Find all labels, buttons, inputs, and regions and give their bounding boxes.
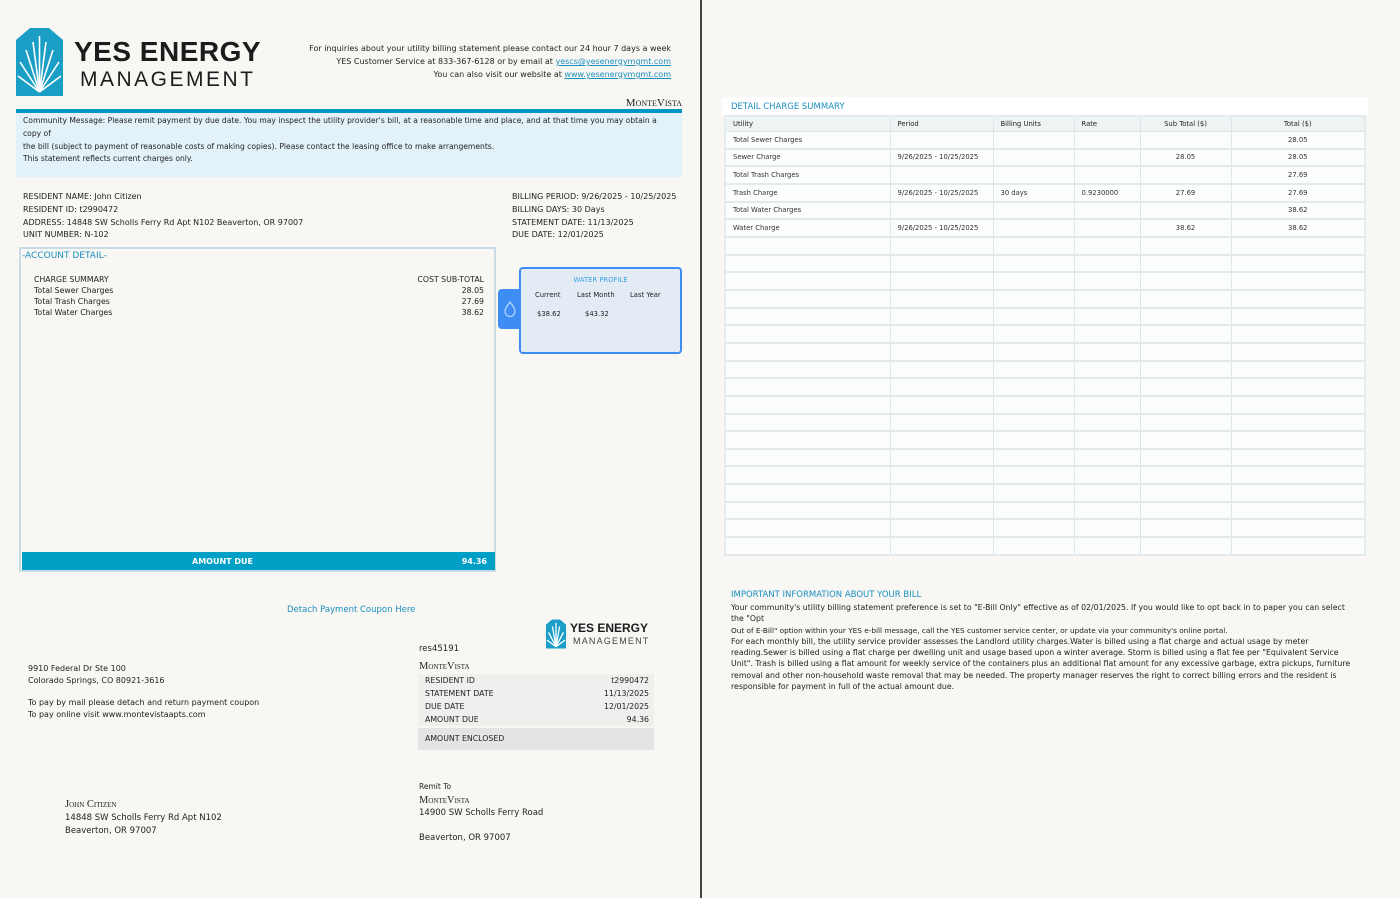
detach-coupon-label: Detach Payment Coupon Here xyxy=(287,605,416,615)
cell-empty xyxy=(890,325,993,343)
cell-empty xyxy=(725,537,890,555)
cell-empty xyxy=(993,361,1074,379)
important-info-body xyxy=(731,602,1359,692)
cell-empty xyxy=(890,484,993,502)
cell-empty xyxy=(1231,484,1365,502)
wp-value-last-month: $43.32 xyxy=(585,310,609,318)
cell-empty xyxy=(890,272,993,290)
cell-empty xyxy=(725,361,890,379)
wp-header-current: Current xyxy=(535,291,561,299)
website-link[interactable]: www.yesenergymgmt.com xyxy=(564,70,671,79)
col-period: Period xyxy=(890,116,993,131)
cell-empty xyxy=(1140,255,1231,273)
cost-subtotal-label: COST SUB-TOTAL xyxy=(417,275,484,284)
cell-empty xyxy=(890,378,993,396)
cell-empty xyxy=(1231,502,1365,520)
table-row-empty xyxy=(725,396,1365,414)
billing-period: BILLING PERIOD: 9/26/2025 - 10/25/2025 xyxy=(512,192,677,201)
cell-rate xyxy=(1074,131,1140,149)
table-row-empty xyxy=(725,308,1365,326)
yes-energy-logo-small xyxy=(546,617,656,653)
recipient-address xyxy=(65,798,222,839)
cell-empty xyxy=(1074,449,1140,467)
detail-charge-summary-title: DETAIL CHARGE SUMMARY xyxy=(731,102,845,112)
cell-empty xyxy=(1231,519,1365,537)
yes-energy-logo xyxy=(16,28,266,96)
resident-address: ADDRESS: 14848 SW Scholls Ferry Rd Apt N102 Beaverton, OR 97007 xyxy=(23,217,304,227)
brand-name-line2: MANAGEMENT xyxy=(80,68,256,91)
coupon-property-name: MonteVista xyxy=(419,661,470,672)
unit-number: UNIT NUMBER: N-102 xyxy=(23,230,109,240)
cell-empty xyxy=(1231,396,1365,414)
coupon-row-value: 11/13/2025 xyxy=(604,689,649,698)
cell-empty xyxy=(725,449,890,467)
cell-empty xyxy=(1231,272,1365,290)
cell-empty xyxy=(1231,343,1365,361)
cell-empty xyxy=(993,308,1074,326)
cell-empty xyxy=(890,255,993,273)
table-row-empty xyxy=(725,449,1365,467)
property-name: MonteVista xyxy=(625,97,682,109)
cell-rate xyxy=(1074,202,1140,220)
coupon-row-value: 12/01/2025 xyxy=(604,702,649,711)
cell-empty xyxy=(1074,237,1140,255)
cell-empty xyxy=(1074,519,1140,537)
cell-empty xyxy=(1140,290,1231,308)
table-row xyxy=(725,131,1365,149)
cell-period xyxy=(890,166,993,184)
cell-empty xyxy=(725,378,890,396)
cell-empty xyxy=(993,255,1074,273)
cell-empty xyxy=(725,290,890,308)
cell-empty xyxy=(1140,466,1231,484)
cell-empty xyxy=(1140,519,1231,537)
cell-empty xyxy=(725,308,890,326)
charge-label: Total Water Charges xyxy=(34,308,113,317)
table-row xyxy=(725,202,1365,220)
resident-code: res45191 xyxy=(419,644,460,654)
cell-empty xyxy=(725,519,890,537)
cell-empty xyxy=(725,237,890,255)
cell-empty xyxy=(1231,237,1365,255)
cell-empty xyxy=(1074,255,1140,273)
cell-empty xyxy=(993,449,1074,467)
cell-empty xyxy=(890,431,993,449)
cell-total: 27.69 xyxy=(1231,184,1365,202)
recipient-line2: Beaverton, OR 97007 xyxy=(65,826,157,836)
recipient-name: John Citizen xyxy=(65,799,117,810)
table-header-row xyxy=(725,116,1365,131)
cell-empty xyxy=(1074,290,1140,308)
cell-empty xyxy=(1231,290,1365,308)
cell-empty xyxy=(725,484,890,502)
logo-emblem-icon xyxy=(546,617,566,651)
coupon-row-label: DUE DATE xyxy=(425,702,465,711)
cell-empty xyxy=(890,237,993,255)
cell-empty xyxy=(890,449,993,467)
charge-value: 38.62 xyxy=(461,308,484,317)
sender-address xyxy=(28,663,165,686)
cell-empty xyxy=(993,414,1074,432)
cell-utility: Total Sewer Charges xyxy=(725,131,890,149)
brand-name-line2-small: MANAGEMENT xyxy=(573,636,650,646)
cell-empty xyxy=(1231,414,1365,432)
important-info-p2: For each monthly bill, the utility service provider assesses the Landlord utility charges.Water is billed using a flat charge and actual usage by meter reading.Sewer is billed using a flat charge per dwelling unit and usage based upon a winter average. Storm is billed using a flat fee per "Equivalent Service Unit". Trash is billed using a flat amount for weekly service of the containers plus an additional flat amount for any excessive garbage, extra pickups, furniture removal and other non-household waste removal that may be needed. The property manager reserves the right to correct billing errors and the resident is responsible for payment in full of the actual amount due. xyxy=(731,636,1351,692)
table-row-empty xyxy=(725,484,1365,502)
col-billing-units: Billing Units xyxy=(993,116,1074,131)
cell-empty xyxy=(993,431,1074,449)
cell-empty xyxy=(1231,466,1365,484)
contact-line1: For inquiries about your utility billing statement please contact our 24 hour 7 days a week xyxy=(309,44,671,53)
cell-empty xyxy=(725,414,890,432)
cell-empty xyxy=(890,361,993,379)
cell-empty xyxy=(1231,431,1365,449)
billing-info xyxy=(512,191,676,242)
logo-emblem-icon xyxy=(16,28,63,96)
table-row-empty xyxy=(725,431,1365,449)
table-row-empty xyxy=(725,502,1365,520)
cell-empty xyxy=(1140,378,1231,396)
cell-empty xyxy=(890,466,993,484)
cell-empty xyxy=(993,343,1074,361)
charge-row xyxy=(34,308,484,317)
charge-row xyxy=(34,286,484,295)
table-row xyxy=(725,149,1365,167)
table-row-empty xyxy=(725,272,1365,290)
table-row-empty xyxy=(725,414,1365,432)
cell-empty xyxy=(1074,361,1140,379)
coupon-row xyxy=(418,713,654,726)
cell-utility: Total Trash Charges xyxy=(725,166,890,184)
cell-subtotal: 27.69 xyxy=(1140,184,1231,202)
cell-billing-units xyxy=(993,166,1074,184)
charge-row xyxy=(34,297,484,306)
col-rate: Rate xyxy=(1074,116,1140,131)
cell-empty xyxy=(993,537,1074,555)
cell-empty xyxy=(1074,502,1140,520)
cell-empty xyxy=(1140,537,1231,555)
table-row xyxy=(725,166,1365,184)
cell-utility: Sewer Charge xyxy=(725,149,890,167)
cell-period xyxy=(890,202,993,220)
important-info-p1-line1: Your community's utility billing statement preference is set to "E-Bill Only" effective as of 02/01/2025. If you would like to opt back in to paper you can select the "Opt xyxy=(731,603,1345,624)
cell-rate xyxy=(1074,219,1140,237)
remit-name: MonteVista xyxy=(419,794,470,806)
cell-empty xyxy=(725,325,890,343)
cell-empty xyxy=(1074,414,1140,432)
resident-info xyxy=(23,191,303,242)
cell-empty xyxy=(1231,325,1365,343)
wp-header-last-month: Last Month xyxy=(577,291,615,299)
resident-name: RESIDENT NAME: John Citizen xyxy=(23,192,142,201)
table-row-empty xyxy=(725,378,1365,396)
coupon-row xyxy=(418,674,654,687)
cell-empty xyxy=(1074,272,1140,290)
community-message-line1: Community Message: Please remit payment by due date. You may inspect the utility provider's bill, at a reasonable time and place, and at that time you may obtain a copy of xyxy=(23,116,657,138)
table-row xyxy=(725,184,1365,202)
cell-empty xyxy=(1231,537,1365,555)
brand-name-line1: YES ENERGY xyxy=(74,36,262,67)
cell-period: 9/26/2025 - 10/25/2025 xyxy=(890,219,993,237)
cell-empty xyxy=(1074,431,1140,449)
cell-total: 28.05 xyxy=(1231,149,1365,167)
cell-empty xyxy=(725,466,890,484)
charge-label: Total Trash Charges xyxy=(34,297,110,306)
cell-empty xyxy=(1140,431,1231,449)
coupon-row xyxy=(418,700,654,713)
amount-enclosed-field[interactable]: AMOUNT ENCLOSED xyxy=(418,728,654,750)
page-divider xyxy=(700,0,702,898)
contact-info xyxy=(309,42,671,81)
cell-empty xyxy=(1074,325,1140,343)
cell-empty xyxy=(1140,272,1231,290)
detail-charge-table xyxy=(724,115,1366,556)
brand-name-line1-small: YES ENERGY xyxy=(570,621,649,635)
coupon-row-label: AMOUNT DUE xyxy=(425,715,479,724)
important-info-title: IMPORTANT INFORMATION ABOUT YOUR BILL xyxy=(731,590,922,600)
table-row-empty xyxy=(725,255,1365,273)
cell-empty xyxy=(725,396,890,414)
coupon-row-value: 94.36 xyxy=(626,715,649,724)
remit-to-address xyxy=(419,780,543,845)
cell-total: 27.69 xyxy=(1231,166,1365,184)
wp-value-current: $38.62 xyxy=(537,310,561,318)
wp-header-last-year: Last Year xyxy=(630,291,661,299)
cell-empty xyxy=(993,484,1074,502)
remit-line2: Beaverton, OR 97007 xyxy=(419,832,511,843)
resident-id: RESIDENT ID: t2990472 xyxy=(23,204,119,214)
cell-rate: 0.9230000 xyxy=(1074,184,1140,202)
due-date: DUE DATE: 12/01/2025 xyxy=(512,230,604,240)
amount-due-value: 94.36 xyxy=(461,557,487,566)
cell-empty xyxy=(1231,378,1365,396)
charge-label: Total Sewer Charges xyxy=(34,286,114,295)
cell-subtotal xyxy=(1140,202,1231,220)
table-row-empty xyxy=(725,537,1365,555)
water-profile-card xyxy=(519,267,682,354)
account-detail-title: -ACCOUNT DETAIL- xyxy=(22,251,107,261)
remit-to-label: Remit To xyxy=(419,782,452,791)
cell-billing-units xyxy=(993,219,1074,237)
cell-empty xyxy=(890,308,993,326)
table-row-empty xyxy=(725,466,1365,484)
table-row xyxy=(725,219,1365,237)
community-message-line2: the bill (subject to payment of reasonable costs of making copies). Please contact the leasing office to make arrangements. xyxy=(23,141,495,151)
charge-value: 27.69 xyxy=(461,297,484,306)
sender-address-line1: 9910 Federal Dr Ste 100 xyxy=(28,664,126,673)
col-subtotal: Sub Total ($) xyxy=(1140,116,1231,131)
coupon-row xyxy=(418,687,654,700)
cell-empty xyxy=(1140,361,1231,379)
cell-empty xyxy=(725,255,890,273)
cell-empty xyxy=(1231,449,1365,467)
payment-instructions xyxy=(28,697,259,720)
cell-billing-units xyxy=(993,202,1074,220)
cell-period: 9/26/2025 - 10/25/2025 xyxy=(890,184,993,202)
cell-period xyxy=(890,131,993,149)
cell-empty xyxy=(890,502,993,520)
account-detail-panel xyxy=(19,247,496,572)
cell-empty xyxy=(1074,308,1140,326)
cell-rate xyxy=(1074,166,1140,184)
cell-empty xyxy=(890,343,993,361)
cell-empty xyxy=(993,396,1074,414)
cell-subtotal: 38.62 xyxy=(1140,219,1231,237)
cell-subtotal: 28.05 xyxy=(1140,149,1231,167)
cell-empty xyxy=(890,519,993,537)
cell-empty xyxy=(1140,343,1231,361)
cell-subtotal xyxy=(1140,131,1231,149)
cell-empty xyxy=(1140,396,1231,414)
cell-empty xyxy=(890,414,993,432)
remit-line1: 14900 SW Scholls Ferry Road xyxy=(419,808,544,818)
table-row-empty xyxy=(725,343,1365,361)
cell-total: 28.05 xyxy=(1231,131,1365,149)
email-link[interactable]: yescs@yesenergymgmt.com xyxy=(555,57,671,66)
cell-subtotal xyxy=(1140,166,1231,184)
cell-period: 9/26/2025 - 10/25/2025 xyxy=(890,149,993,167)
cell-empty xyxy=(890,537,993,555)
table-row-empty xyxy=(725,519,1365,537)
cell-empty xyxy=(1074,484,1140,502)
cell-empty xyxy=(1140,308,1231,326)
contact-line3: You can also visit our website at xyxy=(433,70,565,79)
charge-summary-label: CHARGE SUMMARY xyxy=(34,275,109,284)
cell-empty xyxy=(1140,484,1231,502)
col-utility: Utility xyxy=(725,116,890,131)
cell-empty xyxy=(993,519,1074,537)
contact-line2: YES Customer Service at 833-367-6128 or by email at xyxy=(336,57,556,66)
cell-billing-units xyxy=(993,131,1074,149)
water-profile-title: WATER PROFILE xyxy=(573,276,628,284)
cell-utility: Total Water Charges xyxy=(725,202,890,220)
table-row-empty xyxy=(725,361,1365,379)
cell-empty xyxy=(1140,237,1231,255)
cell-empty xyxy=(993,466,1074,484)
cell-empty xyxy=(1140,325,1231,343)
cell-utility: Water Charge xyxy=(725,219,890,237)
cell-empty xyxy=(725,343,890,361)
water-drop-icon xyxy=(504,301,516,317)
charge-summary-header xyxy=(34,275,484,284)
cell-total: 38.62 xyxy=(1231,202,1365,220)
cell-empty xyxy=(993,237,1074,255)
table-row-empty xyxy=(725,290,1365,308)
recipient-line1: 14848 SW Scholls Ferry Rd Apt N102 xyxy=(65,812,222,823)
amount-due-bar xyxy=(22,552,495,570)
coupon-row-label: STATEMENT DATE xyxy=(425,689,494,698)
cell-empty xyxy=(725,272,890,290)
cell-empty xyxy=(1140,449,1231,467)
cell-billing-units xyxy=(993,149,1074,167)
important-info-p1-line2: Out of E-Bill" option within your YES e-bill message, call the YES customer service center, or update via your community's online portal. xyxy=(731,625,1228,635)
cell-total: 38.62 xyxy=(1231,219,1365,237)
cell-rate xyxy=(1074,149,1140,167)
coupon-row-label: RESIDENT ID xyxy=(425,676,475,685)
cell-empty xyxy=(1231,308,1365,326)
coupon-row-value: t2990472 xyxy=(611,676,649,685)
cell-empty xyxy=(725,431,890,449)
cell-empty xyxy=(1140,414,1231,432)
billing-days: BILLING DAYS: 30 Days xyxy=(512,204,605,214)
cell-empty xyxy=(1074,466,1140,484)
cell-empty xyxy=(1231,255,1365,273)
coupon-table xyxy=(418,674,654,750)
sender-address-line2: Colorado Springs, CO 80921-3616 xyxy=(28,675,165,685)
col-total: Total ($) xyxy=(1231,116,1365,131)
cell-empty xyxy=(1231,361,1365,379)
cell-empty xyxy=(890,290,993,308)
cell-empty xyxy=(1140,502,1231,520)
cell-empty xyxy=(993,502,1074,520)
community-message-line3: This statement reflects current charges only. xyxy=(23,154,193,164)
amount-due-label: AMOUNT DUE xyxy=(192,557,253,566)
cell-utility: Trash Charge xyxy=(725,184,890,202)
pay-online-text: To pay online visit www.montevistaapts.com xyxy=(28,709,206,719)
community-message xyxy=(16,113,682,177)
cell-empty xyxy=(1074,343,1140,361)
table-row-empty xyxy=(725,237,1365,255)
cell-empty xyxy=(993,325,1074,343)
charge-value: 28.05 xyxy=(461,286,484,295)
cell-empty xyxy=(1074,537,1140,555)
cell-empty xyxy=(1074,378,1140,396)
pay-by-mail-text: To pay by mail please detach and return payment coupon xyxy=(28,698,260,707)
cell-empty xyxy=(725,502,890,520)
cell-empty xyxy=(993,290,1074,308)
table-row-empty xyxy=(725,325,1365,343)
cell-empty xyxy=(993,272,1074,290)
cell-billing-units: 30 days xyxy=(993,184,1074,202)
cell-empty xyxy=(890,396,993,414)
cell-empty xyxy=(993,378,1074,396)
statement-date: STATEMENT DATE: 11/13/2025 xyxy=(512,217,634,227)
cell-empty xyxy=(1074,396,1140,414)
